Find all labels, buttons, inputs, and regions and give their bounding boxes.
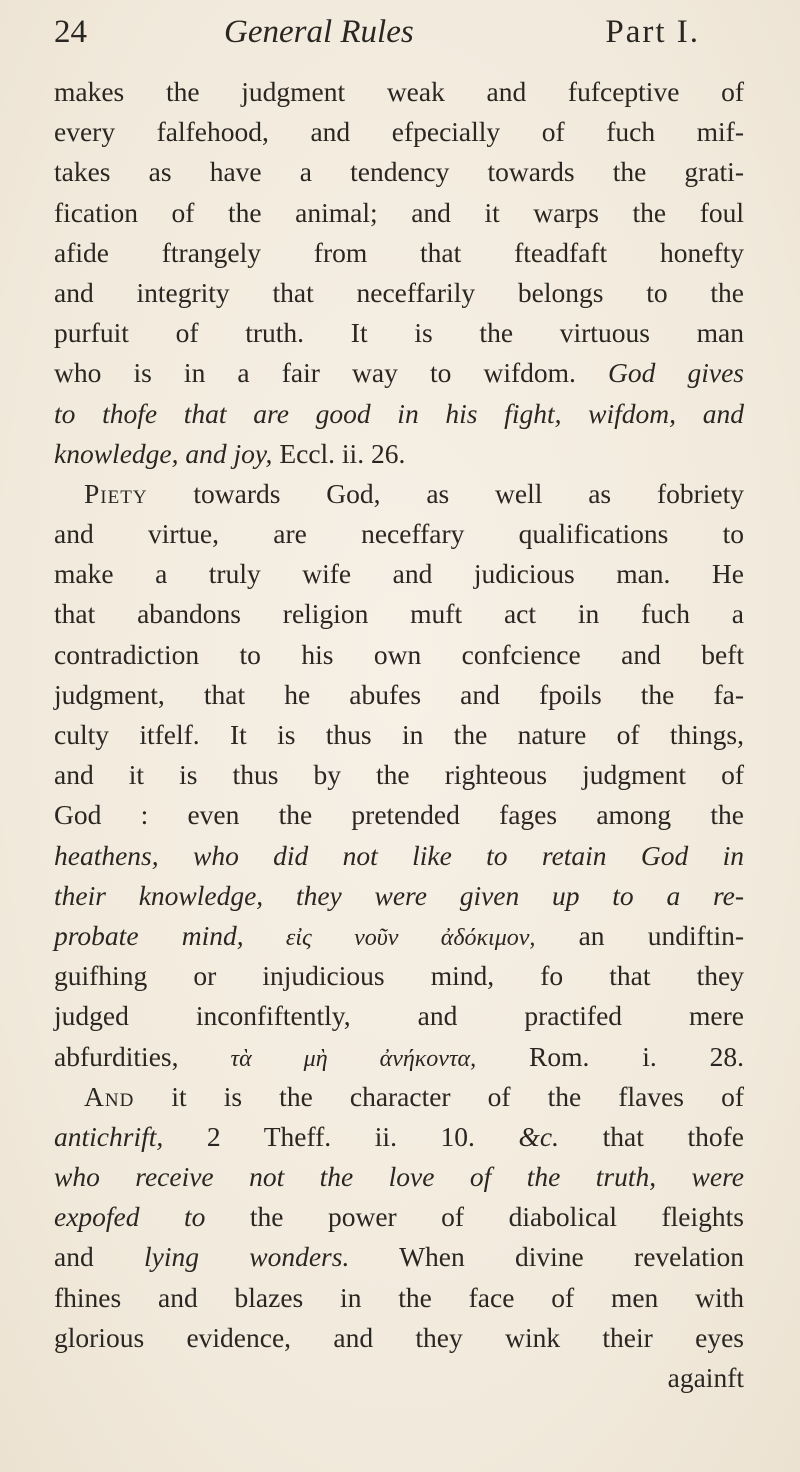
text-segment: Piety — [84, 477, 148, 509]
page-number: 24 — [54, 14, 87, 50]
text-line — [54, 72, 744, 112]
text-segment: Eccl. ii. 26. — [272, 437, 406, 469]
text-segment: the power of diabolical fleights — [205, 1201, 744, 1233]
text-segment: purfuit of truth. It is the virtuous man — [54, 317, 744, 349]
text-line — [54, 1037, 744, 1077]
running-header — [54, 10, 700, 54]
text-segment: takes as have a tendency towards the grati- — [54, 156, 744, 188]
text-line — [54, 554, 744, 594]
text-segment: knowledge, and joy, — [54, 437, 273, 469]
text-line — [54, 353, 744, 393]
text-segment: &c. — [518, 1120, 560, 1152]
text-segment: afide ftrangely from that fteadfaft honefty — [54, 236, 744, 268]
text-segment: that thofe — [559, 1120, 744, 1152]
text-segment: culty itfelf. It is thus in the nature of things, — [54, 719, 744, 750]
text-line — [54, 1117, 744, 1157]
text-line — [54, 594, 744, 634]
text-line — [54, 1157, 744, 1197]
text-segment: glorious evidence, and they wink their eyes — [54, 1321, 744, 1353]
text-line — [54, 675, 744, 715]
text-line — [54, 394, 744, 434]
text-segment: makes the judgment weak and fufceptive of — [54, 76, 744, 107]
text-segment: lying wonders. — [143, 1241, 350, 1273]
text-segment: abfurdities, — [54, 1040, 179, 1072]
text-line — [54, 434, 744, 474]
text-segment: that abandons religion muft act in fuch a — [54, 598, 744, 630]
text-line — [54, 1278, 744, 1318]
text-line — [54, 635, 744, 675]
text-line — [54, 233, 744, 273]
text-line — [54, 514, 744, 554]
text-segment: When divine revelation — [349, 1241, 744, 1273]
part-label: Part I. — [605, 14, 700, 50]
text-line — [54, 193, 744, 233]
text-line — [54, 755, 744, 795]
body-text — [54, 72, 744, 1398]
text-segment: fication of the animal; and it warps the foul — [54, 196, 744, 228]
text-segment: fhines and blazes in the face of men with — [54, 1281, 744, 1313]
text-segment: every falfehood, and efpecially of fuch mif- — [54, 116, 744, 148]
text-segment: and virtue, are neceffary qualifications to — [54, 518, 744, 550]
text-segment: towards God, as well as fobriety — [147, 477, 744, 509]
text-line — [54, 1197, 744, 1237]
text-segment: antichrift, — [54, 1120, 164, 1152]
text-segment: guifhing or injudicious mind, fo that they — [54, 960, 744, 992]
text-segment: and — [54, 1241, 144, 1273]
text-segment: to thofe that are good in his fight, wifdom, and — [54, 397, 744, 429]
text-segment: And — [84, 1080, 135, 1112]
text-segment: an undiftin- — [535, 919, 744, 951]
text-segment: contradiction to his own confcience and beft — [54, 638, 744, 670]
text-segment: it is the character of the flaves of — [134, 1080, 744, 1112]
text-segment: probate mind, — [54, 919, 244, 951]
text-segment: their knowledge, they were given up to a re- — [54, 879, 744, 911]
text-segment: againft — [667, 1362, 744, 1393]
text-line — [54, 916, 744, 956]
text-line — [54, 715, 744, 755]
text-line — [54, 1077, 744, 1117]
text-segment: 2 Theff. ii. 10. — [163, 1120, 519, 1152]
text-segment: and it is thus by the righteous judgment of — [54, 759, 744, 791]
text-segment: expofed to — [54, 1201, 206, 1233]
running-title: General Rules — [224, 14, 414, 50]
text-line — [54, 996, 744, 1036]
text-line — [54, 273, 744, 313]
text-line — [54, 313, 744, 353]
catchword — [54, 1358, 744, 1398]
text-segment: Rom. i. 28. — [476, 1040, 745, 1072]
text-line — [54, 795, 744, 835]
text-segment: εἰς νοῦν ἀδόκιμον, — [243, 924, 536, 951]
text-line — [54, 1237, 744, 1277]
text-line — [54, 956, 744, 996]
text-segment: who receive not the love of the truth, were — [54, 1161, 744, 1193]
text-segment: who is in a fair way to wifdom. — [54, 357, 609, 389]
text-line — [54, 1318, 744, 1358]
text-segment: judged inconfiftently, and practifed mere — [54, 1000, 744, 1032]
text-segment: make a truly wife and judicious man. He — [54, 558, 744, 590]
text-segment: and integrity that neceffarily belongs to the — [54, 276, 744, 308]
text-line — [54, 112, 744, 152]
text-segment: τὰ μὴ ἀνήκοντα, — [178, 1045, 477, 1072]
text-line — [54, 474, 744, 514]
text-line — [54, 152, 744, 192]
text-line — [54, 836, 744, 876]
text-line — [54, 876, 744, 916]
text-segment: heathens, who did not like to retain God in — [54, 839, 744, 871]
text-segment: God gives — [608, 357, 744, 389]
text-segment: God : even the pretended fages among the — [54, 799, 744, 831]
text-segment: judgment, that he abufes and fpoils the fa- — [54, 678, 744, 710]
